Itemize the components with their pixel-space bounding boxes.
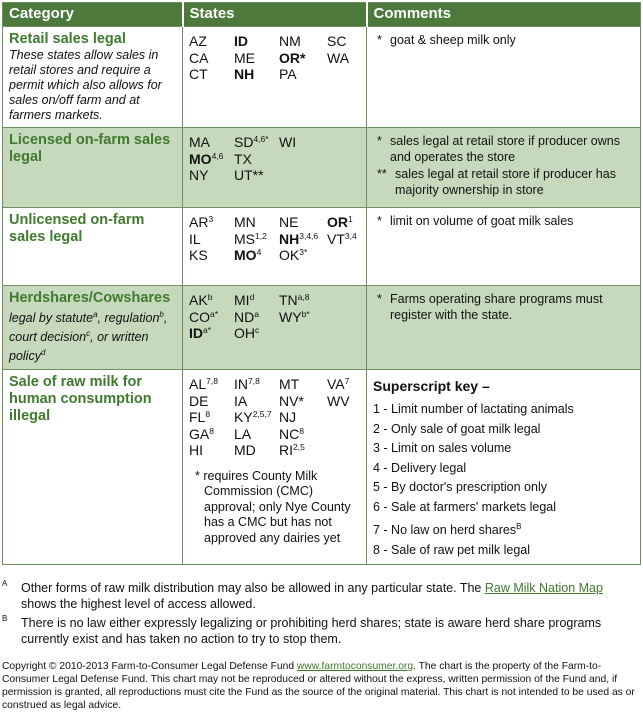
state-code: IL bbox=[189, 230, 201, 247]
state-code: TN$^{a,8}$ bbox=[279, 292, 310, 308]
state-code: ME bbox=[234, 49, 255, 66]
superscript-key-item: 1 - Limit number of lactating animals bbox=[373, 402, 574, 416]
superscript-key-item: 8 - Sale of raw pet milk legal bbox=[373, 542, 531, 557]
state-code: $AR^3$ bbox=[189, 214, 214, 230]
comments-cell bbox=[367, 27, 641, 128]
state-code: $VA^7$ bbox=[327, 376, 350, 392]
footnote-b-text: There is no law either expressly legalizing or prohibiting herd shares; state is aware herd share programs currently exist and has taken no action to try to stop them. bbox=[21, 616, 602, 646]
raw-milk-laws-table bbox=[2, 2, 641, 565]
state-code: NY bbox=[189, 167, 209, 183]
state-code bbox=[327, 66, 377, 83]
category-cell bbox=[3, 208, 183, 286]
state-code: NH bbox=[234, 66, 255, 82]
state-code: NM bbox=[279, 33, 301, 49]
state-code: $MI^d$ bbox=[234, 292, 255, 308]
state-code: LA bbox=[234, 425, 252, 442]
category-cell bbox=[3, 27, 183, 128]
footnote-a-text: Other forms of raw milk distribution may also be allowed in any particular state. The bbox=[21, 581, 485, 595]
copyright-notice: Copyright © 2010-2013 Farm-to-Consumer Legal Defense Fund www.farmtoconsumer.org. The chart is the property of the Farm-to-Consumer Legal Defense Fund. This chart may not be reproduced or altered without the express, written permission of the Fund and, if permission is granted, all reproductions must cite the Fund as the source of the original material. This chart is not intended to be used as or construed as legal advice. bbox=[2, 661, 635, 711]
footnote-a bbox=[2, 580, 638, 612]
header-row bbox=[3, 3, 641, 27]
row-illegal bbox=[3, 370, 641, 565]
superscript-key-item: 5 - By doctor's prescription only bbox=[373, 480, 547, 494]
states-grid bbox=[189, 290, 360, 342]
state-code: HI bbox=[189, 442, 203, 458]
state-code: NJ bbox=[279, 409, 297, 425]
footnote-a-text-2: shows the highest level of access allowed. bbox=[21, 597, 256, 611]
state-code bbox=[327, 134, 377, 151]
state-code: $MO^4$ bbox=[234, 247, 262, 263]
state-code bbox=[327, 292, 377, 309]
footnote-a-mark: A bbox=[2, 579, 8, 588]
superscript-key-item: 6 - Sale at farmers' markets legal bbox=[373, 499, 557, 514]
state-code: $CO^{a*}$ bbox=[189, 308, 219, 325]
comment-item: * limit on volume of goat milk sales bbox=[377, 214, 574, 228]
state-code: ID bbox=[234, 33, 248, 49]
farmtoconsumer-link[interactable]: www.farmtoconsumer.org bbox=[296, 661, 414, 672]
state-code: $WY^{b*}$ bbox=[279, 308, 310, 325]
comment-item: * sales legal at retail store if producer owns and operates the store bbox=[377, 134, 620, 164]
row-unlicensed-on-farm bbox=[3, 208, 641, 286]
state-code: $OR^1$ bbox=[327, 214, 353, 230]
state-code: NH$^{3,4,6}$ bbox=[279, 230, 319, 247]
state-code bbox=[279, 151, 327, 168]
state-code bbox=[327, 325, 377, 342]
category-title: Retail sales legal bbox=[9, 31, 126, 47]
state-code: CA bbox=[189, 49, 209, 66]
state-code: $ND^a$ bbox=[234, 308, 259, 325]
category-description: These states allow sales in retail stores and require a permit which also allows for sales on/off farm and at farmers markets. bbox=[9, 48, 162, 122]
state-code: WV bbox=[327, 392, 350, 409]
state-code: IN$^{7,8}$ bbox=[234, 376, 260, 392]
state-code: TX bbox=[234, 150, 252, 167]
state-code bbox=[327, 426, 377, 443]
state-code: WI bbox=[279, 134, 297, 150]
state-code: AZ bbox=[189, 33, 207, 49]
state-code: DE bbox=[189, 392, 209, 409]
comments-cell bbox=[367, 286, 641, 370]
state-code bbox=[327, 247, 377, 264]
state-code: OR* bbox=[279, 49, 306, 66]
state-code: $OH^c$ bbox=[234, 325, 260, 341]
state-code: WA bbox=[327, 49, 350, 66]
category-title: Sale of raw milk for human consumption illegal bbox=[9, 374, 152, 424]
state-code: PA bbox=[279, 66, 297, 82]
state-code: KY$^{2,5,7}$ bbox=[234, 409, 272, 425]
state-code: RI$^{2,5}$ bbox=[279, 442, 305, 458]
state-code: $ID^{a*}$ bbox=[189, 325, 212, 341]
category-title: Licensed on-farm sales legal bbox=[9, 132, 171, 165]
state-code: KS bbox=[189, 247, 208, 263]
state-code bbox=[327, 309, 377, 326]
category-title: Herdshares/Cowshares bbox=[9, 290, 171, 306]
state-code: CT bbox=[189, 66, 208, 82]
states-grid bbox=[189, 31, 360, 83]
state-code: MN bbox=[234, 214, 256, 230]
superscript-key-title: Superscript key – bbox=[373, 378, 490, 394]
state-code bbox=[279, 167, 327, 184]
states-cell bbox=[183, 27, 367, 128]
comment-item: * goat & sheep milk only bbox=[377, 33, 516, 47]
states-cell bbox=[183, 128, 367, 208]
state-code: VT$^{3,4}$ bbox=[327, 230, 357, 247]
state-code: MT bbox=[279, 376, 300, 392]
category-cell bbox=[3, 128, 183, 208]
row-licensed-on-farm bbox=[3, 128, 641, 208]
states-cell bbox=[183, 208, 367, 286]
cmc-note: * requires County Milk Commission (CMC) approval; only Nye County has a CMC but has not approved any dairies yet bbox=[195, 468, 351, 545]
state-code bbox=[279, 325, 327, 342]
state-code: NE bbox=[279, 214, 299, 230]
footnote-b bbox=[2, 615, 638, 647]
comments-cell bbox=[367, 128, 641, 208]
state-code: MO$^{4,6}$ bbox=[189, 150, 224, 167]
superscript-key-item: 2 - Only sale of goat milk legal bbox=[373, 421, 541, 436]
state-code: SC bbox=[327, 33, 347, 49]
superscript-key-item: 3 - Limit on sales volume bbox=[373, 441, 512, 455]
state-code: UT** bbox=[234, 167, 264, 183]
state-code bbox=[327, 151, 377, 168]
superscript-key-item: 4 - Delivery legal bbox=[373, 460, 467, 475]
states-grid bbox=[189, 374, 360, 459]
state-code: MA bbox=[189, 134, 210, 150]
state-code: $GA^8$ bbox=[189, 425, 214, 442]
superscript-key-list bbox=[373, 400, 634, 560]
comment-item: ** sales legal at retail store if producer has majority ownership in store bbox=[377, 167, 616, 197]
states-grid bbox=[189, 212, 360, 264]
state-code: AL$^{7,8}$ bbox=[189, 376, 218, 392]
state-code bbox=[327, 409, 377, 426]
category-title: Unlicensed on-farm sales legal bbox=[9, 212, 145, 245]
state-code: MS$^{1,2}$ bbox=[234, 230, 267, 247]
category-cell bbox=[3, 286, 183, 370]
state-code: MD bbox=[234, 442, 256, 458]
header-category: Category bbox=[3, 3, 183, 27]
comments-cell bbox=[367, 208, 641, 286]
state-code bbox=[327, 442, 377, 459]
raw-milk-nation-map-link[interactable]: Raw Milk Nation Map bbox=[484, 581, 603, 595]
states-grid bbox=[189, 132, 360, 184]
category-cell bbox=[3, 370, 183, 565]
comment-item: * Farms operating share programs must register with the state. bbox=[377, 292, 603, 322]
superscript-key-item: 7 - No law on herd shares$^B$ bbox=[373, 522, 522, 538]
state-code: $SD^{4,6*}$ bbox=[234, 134, 269, 150]
row-retail-sales bbox=[3, 27, 641, 128]
state-code: $AK^b$ bbox=[189, 292, 213, 308]
header-comments: Comments bbox=[367, 3, 641, 27]
superscript-key-cell bbox=[367, 370, 641, 565]
states-cell bbox=[183, 370, 367, 565]
state-code bbox=[327, 167, 377, 184]
header-states: States bbox=[183, 3, 367, 27]
category-description: legal by statute$^a$, regulation$^b$, court decision$^c$, or written policy$^d$ bbox=[9, 310, 168, 364]
state-code: NV* bbox=[279, 392, 304, 409]
row-herdshares bbox=[3, 286, 641, 370]
state-code: $OK^{3*}$ bbox=[279, 247, 308, 263]
state-code: $NC^8$ bbox=[279, 425, 304, 442]
footnote-b-mark: B bbox=[2, 614, 8, 623]
state-code: IA bbox=[234, 392, 248, 409]
states-cell bbox=[183, 286, 367, 370]
state-code: $FL^8$ bbox=[189, 409, 211, 425]
